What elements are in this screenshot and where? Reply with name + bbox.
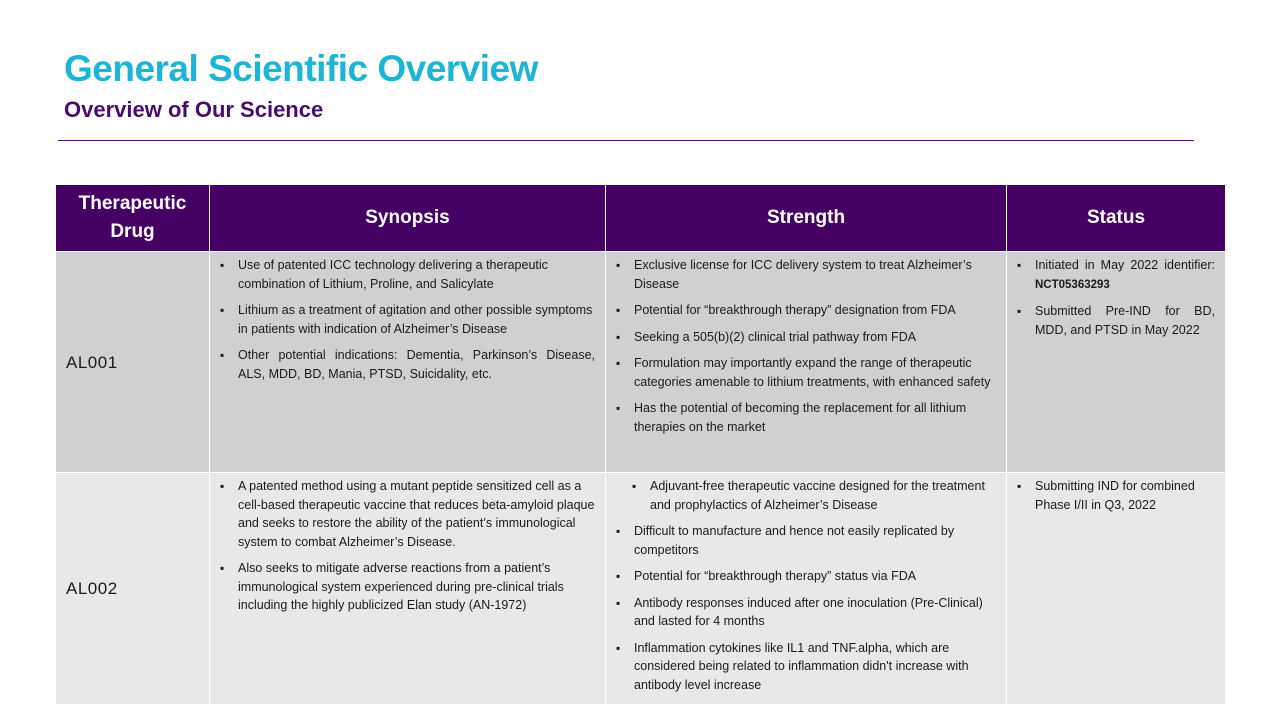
list-item: ▪ Seeking a 505(b)(2) clinical trial pathway from FDA [616, 328, 996, 347]
list-item: ▪ Potential for “breakthrough therapy” designation from FDA [616, 301, 996, 320]
list-item: ▪ Inflammation cytokines like IL1 and TNF.alpha, which are considered being related to inflammation didn't increase with antibody level increase [616, 639, 996, 695]
science-overview-table [55, 184, 1226, 705]
synopsis-cell [210, 252, 606, 473]
strength-cell [606, 473, 1007, 705]
status-initiated-text: Initiated in May 2022 identifier: [1035, 258, 1215, 272]
list-item: ▪ Has the potential of becoming the replacement for all lithium therapies on the market [616, 399, 996, 436]
list-item: ▪ Use of patented ICC technology delivering a therapeutic combination of Lithium, Proline, and Salicylate [220, 256, 595, 293]
page-title: General Scientific Overview [64, 48, 538, 89]
list-item: ▪ Other potential indications: Dementia, Parkinson’s Disease, ALS, MDD, BD, Mania, PTSD, Suicidality, etc. [220, 346, 595, 383]
list-item: ▪ Lithium as a treatment of agitation and other possible symptoms in patients with indication of Alzheimer’s Disease [220, 301, 595, 338]
column-header-status: Status [1007, 185, 1226, 252]
strength-cell [606, 252, 1007, 473]
title-divider [58, 140, 1194, 141]
status-cell [1007, 473, 1226, 705]
table-row-al001 [56, 252, 1226, 473]
status-cell [1007, 252, 1226, 473]
list-item: ▪ A patented method using a mutant peptide sensitized cell as a cell-based therapeutic vaccine that reduces beta-amyloid plaque and seeks to restore the ability of the patient’s immunological system to combat Alzheimer’s Disease. [220, 477, 595, 551]
synopsis-cell [210, 473, 606, 705]
list-item: ▪ Exclusive license for ICC delivery system to treat Alzheimer’s Disease [616, 256, 996, 293]
column-header-strength: Strength [606, 185, 1007, 252]
table-row-al002 [56, 473, 1226, 705]
list-item: ▪ Also seeks to mitigate adverse reactions from a patient’s immunological system experienced during pre-clinical trials including the highly publicized Elan study (AN-1972) [220, 559, 595, 615]
list-item: ▪ Potential for “breakthrough therapy” status via FDA [616, 567, 996, 586]
list-item: ▪ Submitted Pre-IND for BD, MDD, and PTSD in May 2022 [1017, 302, 1215, 339]
drug-name-cell: AL001 [56, 252, 210, 473]
table-header-row [56, 185, 1226, 252]
column-header-drug: Therapeutic Drug [56, 185, 210, 252]
trial-identifier: NCT05363293 [1035, 278, 1110, 291]
list-item [1017, 256, 1215, 294]
list-item: ▪ Formulation may importantly expand the range of therapeutic categories amenable to lithium treatments, with enhanced safety [616, 354, 996, 391]
list-item: ▪ Difficult to manufacture and hence not easily replicated by competitors [616, 522, 996, 559]
list-item: ▪ Antibody responses induced after one inoculation (Pre-Clinical) and lasted for 4 months [616, 594, 996, 631]
drug-name-cell: AL002 [56, 473, 210, 705]
list-item: ▪ Adjuvant-free therapeutic vaccine designed for the treatment and prophylactics of Alzheimer’s Disease [616, 477, 996, 514]
list-item: ▪ Submitting IND for combined Phase I/II in Q3, 2022 [1017, 477, 1215, 514]
page-subtitle: Overview of Our Science [64, 97, 324, 122]
column-header-synopsis: Synopsis [210, 185, 606, 252]
